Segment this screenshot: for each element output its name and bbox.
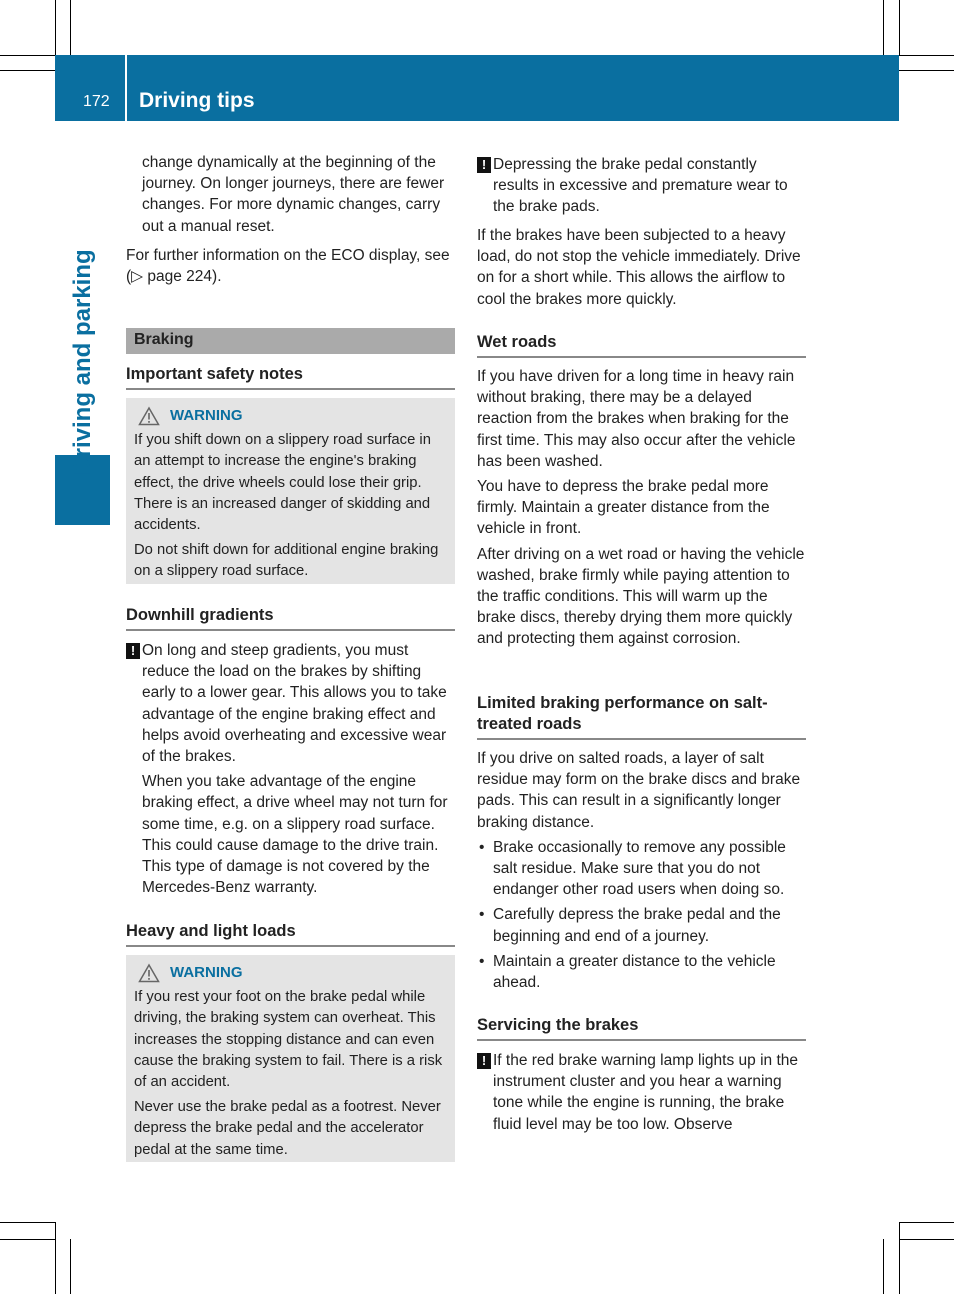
subheading: Important safety notes — [126, 364, 455, 390]
crop-mark — [70, 0, 71, 55]
crop-mark — [899, 1222, 900, 1294]
list-item: • Carefully depress the brake pedal and the beginning and end of a journey. — [477, 904, 806, 946]
crop-mark — [55, 1222, 56, 1294]
notice-block: ! If the red brake warning lamp lights up in the instrument cluster and you hear a warning tone while the engine is running, the brake fluid level may be too low. Observe — [477, 1050, 806, 1135]
page-number: 172 — [83, 93, 110, 110]
warning-triangle-icon — [138, 963, 160, 983]
warning-header — [134, 405, 448, 426]
crop-mark — [0, 1222, 55, 1223]
list-item: • Maintain a greater distance to the vehicle ahead. — [477, 951, 806, 993]
subheading: Limited braking performance on salt-treated roads — [477, 693, 806, 740]
paragraph: If you drive on salted roads, a layer of salt residue may form on the brake discs and brake pads. This can result in a significantly longer braking distance. • Brake occasionally to remove any possible salt residue. Make sure that you do not endanger other road users when doing so. • Carefully depress the brake pedal and the beginning and end of a journey. • Maintain a greater distance to the vehicle ahead. — [477, 748, 806, 997]
subheading: Downhill gradients — [126, 605, 455, 631]
exclamation-icon: ! — [126, 643, 140, 659]
crop-mark — [899, 1222, 954, 1223]
section-title: Braking — [134, 331, 194, 348]
crop-mark — [55, 0, 56, 55]
crop-mark — [70, 1239, 71, 1294]
crop-mark — [899, 55, 954, 56]
subheading: Servicing the brakes — [477, 1015, 806, 1041]
paragraph: change dynamically at the beginning of the journey. On longer journeys, there are fewer changes. For more dynamic changes, carry out a manual reset. — [142, 154, 445, 235]
warning-header — [134, 962, 448, 983]
warning-text: Do not shift down for additional engine braking on a slippery road surface. — [134, 542, 439, 580]
warning-box — [126, 398, 455, 584]
paragraph: If the brakes have been subjected to a heavy load, do not stop the vehicle immediately. Drive on for a short while. This allows the airflow to cool the brakes more quickly. — [477, 227, 801, 308]
subheading: Heavy and light loads — [126, 921, 455, 947]
exclamation-icon: ! — [477, 1053, 491, 1069]
warning-label: WARNING — [170, 964, 243, 981]
warning-triangle-icon — [138, 406, 160, 426]
list-item: • Brake occasionally to remove any possible salt residue. Make sure that you do not endanger other road users when doing so. — [477, 837, 806, 901]
warning-text: If you rest your foot on the brake pedal while driving, the braking system can overheat. This increases the stopping distance and can even cause the braking system to fail. There is a risk of an accident. — [134, 989, 443, 1091]
warning-label: WARNING — [170, 407, 243, 424]
crop-mark — [0, 70, 55, 71]
crop-mark — [899, 1239, 954, 1240]
subheading: Wet roads — [477, 332, 806, 358]
section-band — [126, 328, 455, 354]
crop-mark — [883, 0, 884, 55]
warning-text: If you shift down on a slippery road surface in an attempt to increase the engine's braking effect, the drive wheels could lose their grip. There is an increased danger of skidding and accidents. — [134, 432, 431, 534]
warning-box — [126, 955, 455, 1162]
chapter-label: Driving and parking — [69, 249, 96, 475]
crop-mark — [0, 55, 55, 56]
page-header — [55, 55, 899, 121]
notice-block: ! On long and steep gradients, you must reduce the load on the brakes by shifting early to a lower gear. This allows you to take advantage of the engine braking effect and helps avoid overheating and excessive wear of the brakes. When you take advantage of the engine braking effect, a drive wheel may not turn for some time, e.g. on a slippery road surface. This could cause damage to the drive train. This type of damage is not covered by the Mercedes-Benz warranty. — [126, 640, 455, 898]
notice-block: ! Depressing the brake pedal constantly results in excessive and premature wear to the brake pads. — [477, 154, 806, 218]
warning-text: Never use the brake pedal as a footrest. Never depress the brake pedal and the accelerator pedal at the same time. — [134, 1099, 441, 1158]
crop-mark — [883, 1239, 884, 1294]
paragraph: For further information on the ECO display, see (▷ page 224). — [126, 247, 450, 286]
crop-mark — [0, 1239, 55, 1240]
crop-mark — [899, 0, 900, 55]
page-title: Driving tips — [139, 89, 255, 112]
bullet-list — [477, 837, 806, 993]
paragraph: If you have driven for a long time in heavy rain without braking, there may be a delayed reaction from the brakes when braking for the first time. This may also occur after the vehicle has been washed. You have to depress the brake pedal more firmly. Maintain a greater distance from the vehicle in front. After driving on a wet road or having the vehicle washed, brake firmly while paying attention to the traffic conditions. This will warm up the brake discs, thereby drying them more quickly and protecting them against corrosion. — [477, 368, 805, 648]
exclamation-icon: ! — [477, 157, 491, 173]
crop-mark — [899, 70, 954, 71]
header-divider — [125, 55, 127, 121]
